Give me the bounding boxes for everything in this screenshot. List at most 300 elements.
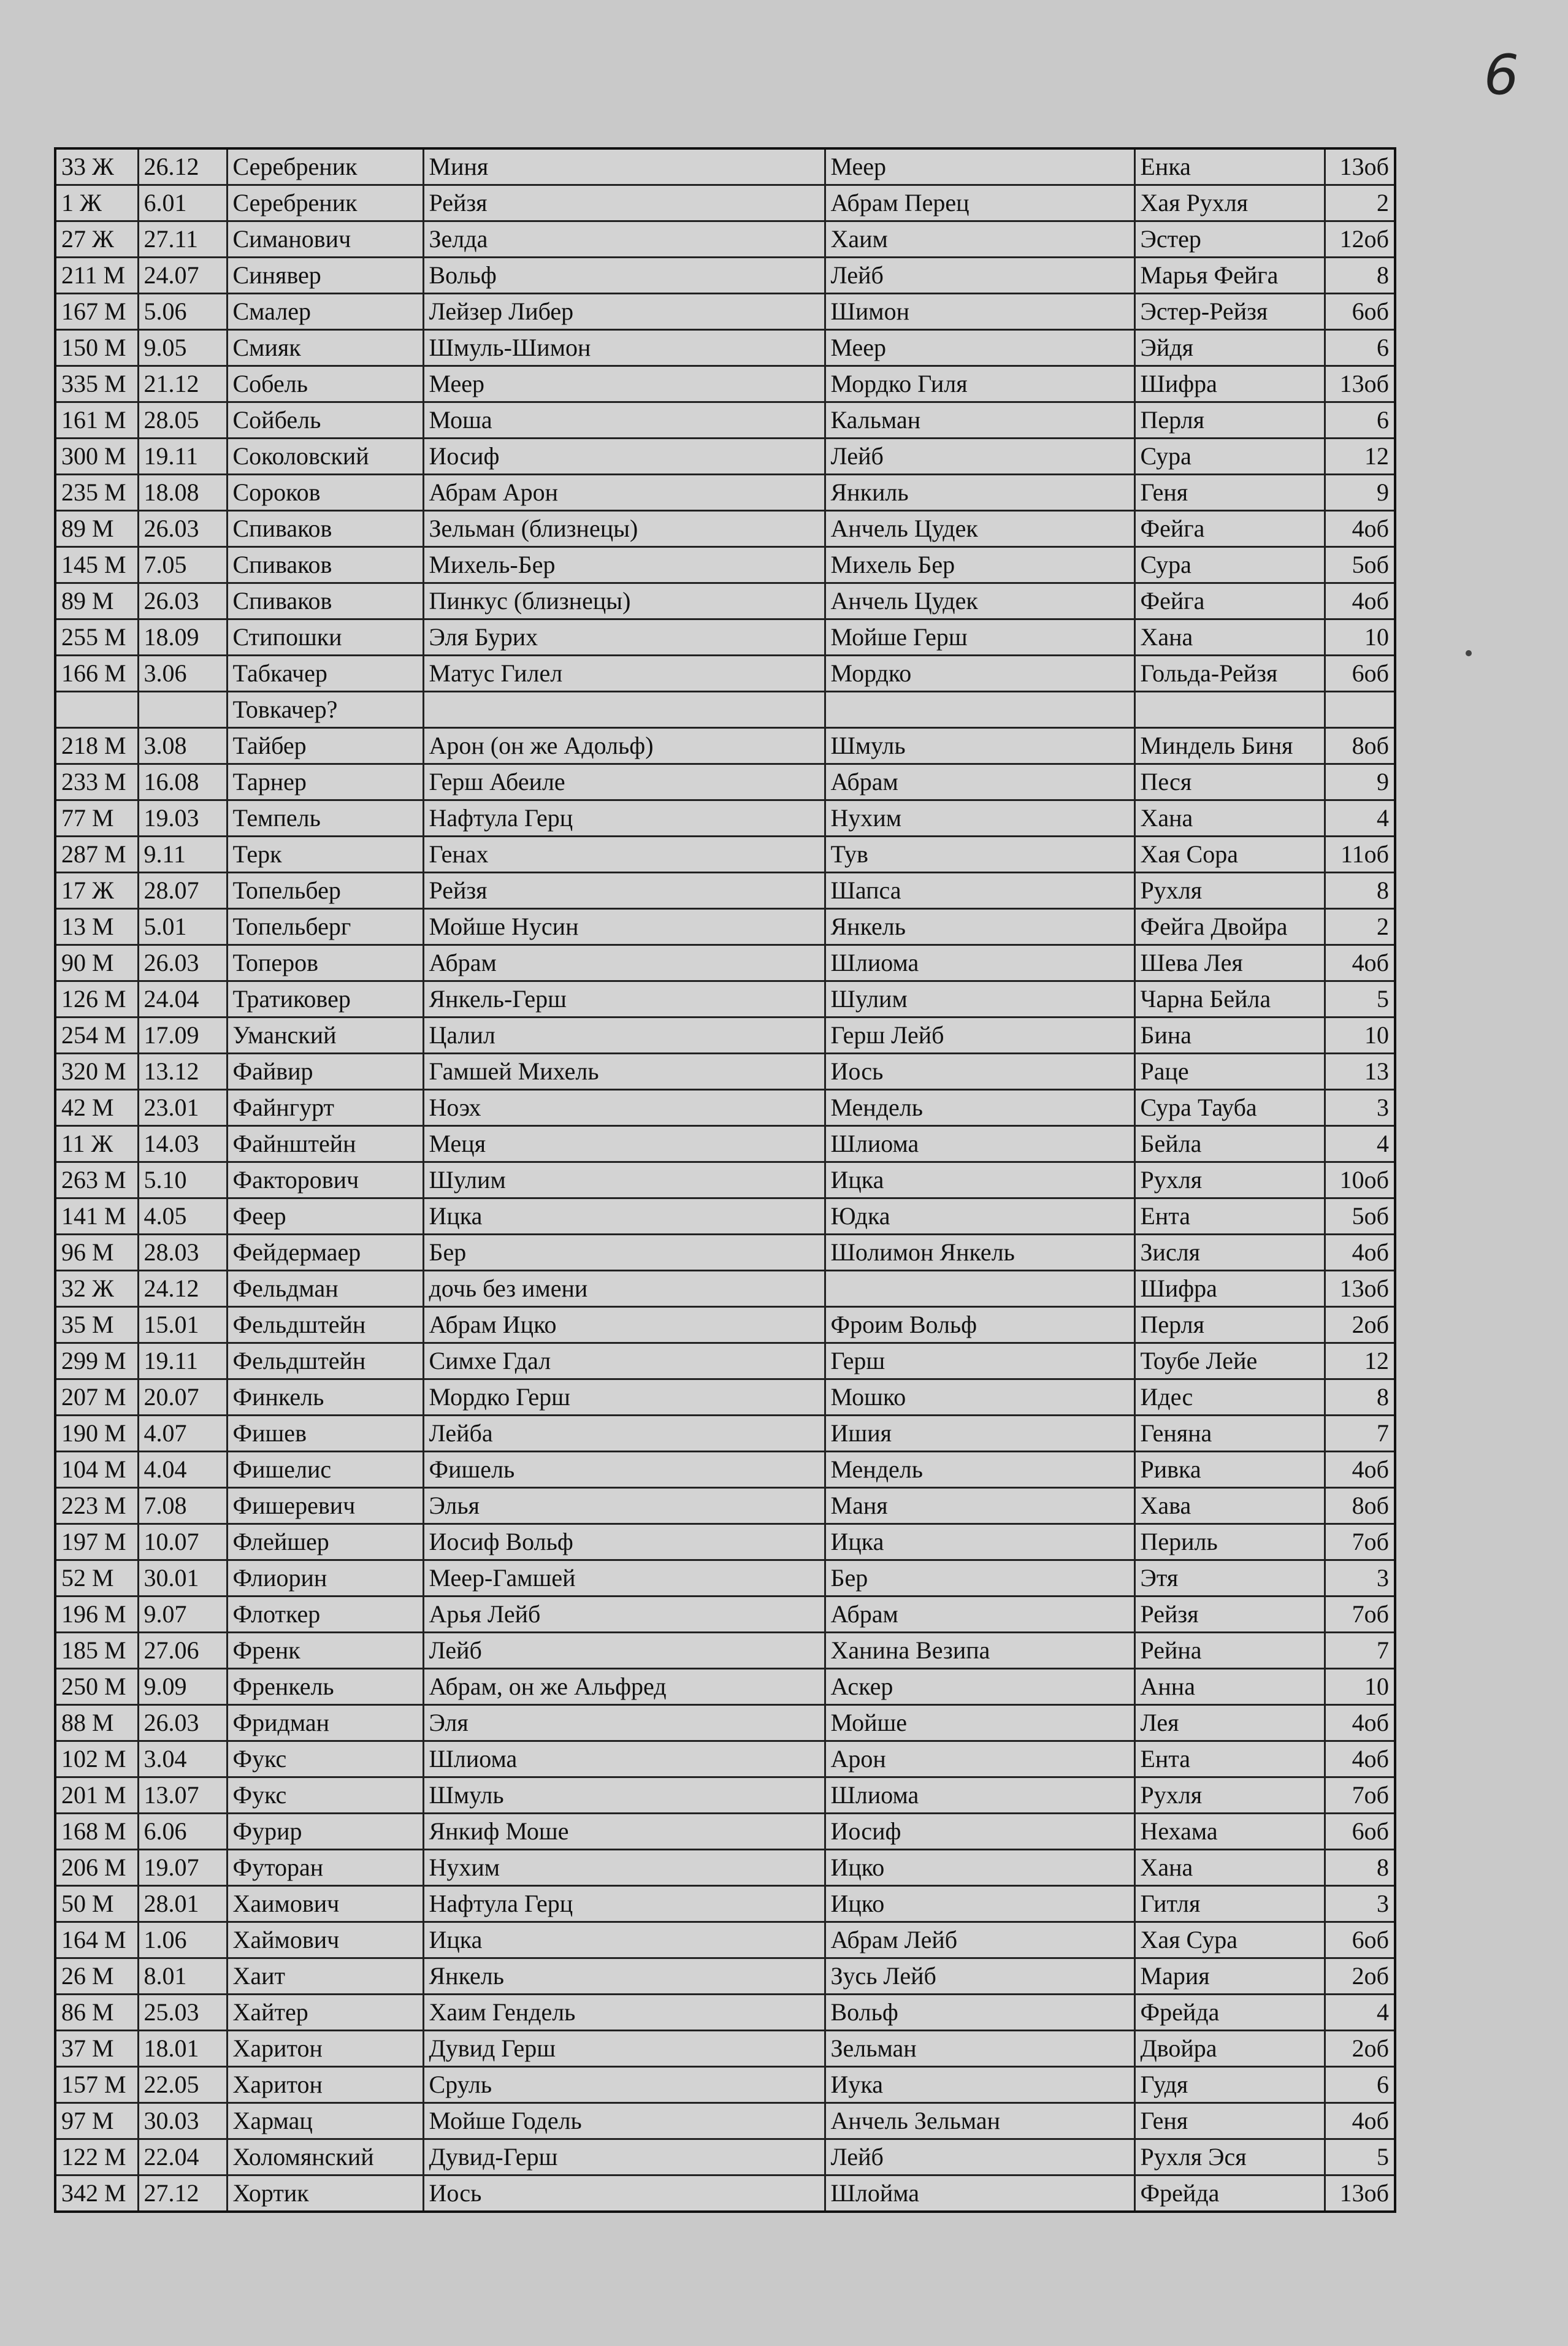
page-ref: 4об [1325,2103,1395,2139]
given-name: Ицка [423,1922,825,1958]
given-name: Эля Бурих [423,619,825,656]
surname: Футоран [227,1850,423,1886]
birth-date: 27.12 [138,2175,227,2212]
birth-date: 5.01 [138,909,227,945]
page-ref: 6об [1325,656,1395,692]
birth-date: 17.09 [138,1018,227,1054]
birth-date: 21.12 [138,366,227,402]
birth-date: 15.01 [138,1307,227,1343]
record-number-sex: 335 М [55,366,138,402]
mother-name: Геняна [1134,1416,1325,1452]
record-number-sex: 42 М [55,1090,138,1126]
table-row [55,2031,1395,2067]
given-name: Рейзя [423,185,825,221]
father-name: Шолимон Янкель [825,1235,1134,1271]
mother-name: Фейга [1134,511,1325,547]
given-name: Иосиф [423,439,825,475]
mother-name: Гитля [1134,1886,1325,1922]
surname: Тратиковер [227,981,423,1018]
page-ref: 7 [1325,1633,1395,1669]
father-name: Мордко Гиля [825,366,1134,402]
mother-name: Тоубе Лейе [1134,1343,1325,1379]
surname: Фельдштейн [227,1343,423,1379]
birth-date: 1.06 [138,1922,227,1958]
mother-name: Гудя [1134,2067,1325,2103]
birth-date: 5.10 [138,1162,227,1198]
father-name: Нухим [825,800,1134,837]
surname: Файвир [227,1054,423,1090]
given-name: Элья [423,1488,825,1524]
father-name: Мордко [825,656,1134,692]
given-name: Герш Абеиле [423,764,825,800]
surname: Уманский [227,1018,423,1054]
record-number-sex: 201 М [55,1777,138,1814]
mother-name: Бейла [1134,1126,1325,1162]
father-name: Меер [825,148,1134,185]
mother-name: Миндель Биня [1134,728,1325,764]
mother-name: Геня [1134,475,1325,511]
birth-date: 24.04 [138,981,227,1018]
mother-name: Хана [1134,1850,1325,1886]
birth-date: 27.06 [138,1633,227,1669]
given-name: Зелда [423,221,825,258]
father-name: Иука [825,2067,1134,2103]
birth-register-table [54,147,1396,2213]
father-name: Тув [825,837,1134,873]
page-ref: 2об [1325,2031,1395,2067]
record-number-sex: 185 М [55,1633,138,1669]
record-number-sex: 320 М [55,1054,138,1090]
birth-date: 13.07 [138,1777,227,1814]
surname: Фурир [227,1814,423,1850]
birth-date: 20.07 [138,1379,227,1416]
given-name: Шлиома [423,1741,825,1777]
record-number-sex: 206 М [55,1850,138,1886]
birth-date: 19.07 [138,1850,227,1886]
table-row [55,873,1395,909]
father-name: Лейб [825,258,1134,294]
record-number-sex: 13 М [55,909,138,945]
page-ref: 6об [1325,294,1395,330]
page-ref: 13об [1325,1271,1395,1307]
surname: Соколовский [227,439,423,475]
record-number-sex: 164 М [55,1922,138,1958]
given-name: Моша [423,402,825,439]
mother-name: Мария [1134,1958,1325,1995]
record-number-sex: 150 М [55,330,138,366]
father-name: Шулим [825,981,1134,1018]
page-ref: 8 [1325,258,1395,294]
birth-date: 9.11 [138,837,227,873]
given-name: Дувид-Герш [423,2139,825,2175]
table-row [55,258,1395,294]
table-row [55,547,1395,583]
surname: Топельберг [227,909,423,945]
given-name: Пинкус (близнецы) [423,583,825,619]
given-name: Шулим [423,1162,825,1198]
table-row [55,1271,1395,1307]
mother-name: Эстер-Рейзя [1134,294,1325,330]
birth-date: 4.04 [138,1452,227,1488]
birth-date: 18.08 [138,475,227,511]
page-ref: 4об [1325,945,1395,981]
surname: Хортик [227,2175,423,2212]
table-row [55,2067,1395,2103]
page-ref: 4об [1325,1235,1395,1271]
record-number-sex: 96 М [55,1235,138,1271]
given-name: Янкиф Моше [423,1814,825,1850]
birth-date: 24.12 [138,1271,227,1307]
record-number-sex: 207 М [55,1379,138,1416]
record-number-sex: 97 М [55,2103,138,2139]
mother-name: Рухля [1134,1162,1325,1198]
given-name: Янкель [423,1958,825,1995]
table-row [55,2175,1395,2212]
surname: Товкачер? [227,692,423,728]
birth-date: 18.09 [138,619,227,656]
record-number-sex: 32 Ж [55,1271,138,1307]
record-number-sex: 342 М [55,2175,138,2212]
birth-date: 28.05 [138,402,227,439]
page-ref: 7об [1325,1777,1395,1814]
page-ref: 10об [1325,1162,1395,1198]
given-name: Хаим Гендель [423,1995,825,2031]
page-ref: 4 [1325,1126,1395,1162]
table-row [55,1597,1395,1633]
surname: Холомянский [227,2139,423,2175]
page-ref: 13об [1325,148,1395,185]
given-name: Мойше Годель [423,2103,825,2139]
page-ref: 6 [1325,2067,1395,2103]
given-name: Арья Лейб [423,1597,825,1633]
father-name: Мойше Герш [825,619,1134,656]
father-name: Шмуль [825,728,1134,764]
record-number-sex: 196 М [55,1597,138,1633]
table-row [55,294,1395,330]
page-ref: 2об [1325,1307,1395,1343]
record-number-sex: 122 М [55,2139,138,2175]
father-name: Аскер [825,1669,1134,1705]
mother-name: Хая Сура [1134,1922,1325,1958]
father-name: Зельман [825,2031,1134,2067]
birth-date: 7.08 [138,1488,227,1524]
mother-name: Сура [1134,547,1325,583]
surname: Фишеревич [227,1488,423,1524]
mother-name: Шева Лея [1134,945,1325,981]
surname: Харитон [227,2031,423,2067]
mother-name: Чарна Бейла [1134,981,1325,1018]
record-number-sex: 287 М [55,837,138,873]
page-ref: 4об [1325,1741,1395,1777]
father-name: Мендель [825,1452,1134,1488]
surname: Синявер [227,258,423,294]
given-name: Мойше Нусин [423,909,825,945]
table-row [55,800,1395,837]
given-name: Эля [423,1705,825,1741]
given-name: Шмуль [423,1777,825,1814]
given-name: Абрам, он же Альфред [423,1669,825,1705]
birth-date: 9.09 [138,1669,227,1705]
surname: Спиваков [227,511,423,547]
record-number-sex: 211 М [55,258,138,294]
table-row [55,330,1395,366]
mother-name: Ривка [1134,1452,1325,1488]
page-ref: 4 [1325,800,1395,837]
table-row [55,1018,1395,1054]
given-name: Михель-Бер [423,547,825,583]
father-name: Янкель [825,909,1134,945]
table-row [55,402,1395,439]
father-name: Абрам [825,764,1134,800]
surname: Файнштейн [227,1126,423,1162]
given-name: Матус Гилел [423,656,825,692]
table-row [55,619,1395,656]
birth-date [138,692,227,728]
given-name: Вольф [423,258,825,294]
birth-date: 6.01 [138,185,227,221]
given-name: Абрам [423,945,825,981]
birth-date: 28.03 [138,1235,227,1271]
record-number-sex: 89 М [55,511,138,547]
table-row [55,1235,1395,1271]
birth-date: 8.01 [138,1958,227,1995]
birth-date: 23.01 [138,1090,227,1126]
mother-name: Хава [1134,1488,1325,1524]
page-ref: 8об [1325,728,1395,764]
father-name: Меер [825,330,1134,366]
table-row [55,1922,1395,1958]
record-number-sex: 33 Ж [55,148,138,185]
birth-date: 19.11 [138,439,227,475]
page-number: 6 [1483,43,1519,107]
page-ref: 6об [1325,1922,1395,1958]
surname: Фукс [227,1741,423,1777]
birth-date: 18.01 [138,2031,227,2067]
mother-name: Бина [1134,1018,1325,1054]
record-number-sex: 161 М [55,402,138,439]
record-number-sex: 299 М [55,1343,138,1379]
father-name: Ицко [825,1886,1134,1922]
father-name: Герш [825,1343,1134,1379]
surname: Френкель [227,1669,423,1705]
page-ref: 6 [1325,402,1395,439]
table-row [55,1090,1395,1126]
given-name: Мордко Герш [423,1379,825,1416]
page-ref: 4об [1325,1705,1395,1741]
page-ref: 9 [1325,764,1395,800]
surname: Фейдермаер [227,1235,423,1271]
record-number-sex: 157 М [55,2067,138,2103]
record-number-sex: 17 Ж [55,873,138,909]
given-name: Дувид Герш [423,2031,825,2067]
mother-name: Перля [1134,402,1325,439]
surname: Тарнер [227,764,423,800]
surname: Спиваков [227,547,423,583]
father-name: Ицко [825,1850,1134,1886]
surname: Хаит [227,1958,423,1995]
given-name: Шмуль-Шимон [423,330,825,366]
mother-name: Этя [1134,1560,1325,1597]
father-name: Маня [825,1488,1134,1524]
given-name: Абрам Ицко [423,1307,825,1343]
page-ref: 8 [1325,873,1395,909]
table-row [55,1560,1395,1597]
mother-name: Енка [1134,148,1325,185]
record-number-sex: 104 М [55,1452,138,1488]
table-row [55,1488,1395,1524]
mother-name: Двойра [1134,2031,1325,2067]
page-ref: 8об [1325,1488,1395,1524]
father-name: Ишия [825,1416,1134,1452]
father-name: Янкиль [825,475,1134,511]
surname: Серебреник [227,185,423,221]
page-ref: 7об [1325,1524,1395,1560]
birth-date: 4.07 [138,1416,227,1452]
table-row [55,1705,1395,1741]
birth-date: 22.05 [138,2067,227,2103]
page-ref: 5 [1325,2139,1395,2175]
father-name: Вольф [825,1995,1134,2031]
table-row [55,981,1395,1018]
page-ref: 10 [1325,619,1395,656]
surname: Файнгурт [227,1090,423,1126]
record-number-sex: 233 М [55,764,138,800]
father-name: Абрам Перец [825,185,1134,221]
page-ref: 4 [1325,1995,1395,2031]
page-ref: 12 [1325,439,1395,475]
given-name: Нафтула Герц [423,800,825,837]
father-name: Хаим [825,221,1134,258]
record-number-sex: 190 М [55,1416,138,1452]
mother-name: Хана [1134,800,1325,837]
record-number-sex [55,692,138,728]
surname: Флоткер [227,1597,423,1633]
birth-date: 13.12 [138,1054,227,1090]
given-name: Цалил [423,1018,825,1054]
father-name [825,1271,1134,1307]
table-row [55,1777,1395,1814]
birth-date: 9.07 [138,1597,227,1633]
page-ref: 11об [1325,837,1395,873]
father-name [825,692,1134,728]
birth-date: 16.08 [138,764,227,800]
birth-date: 25.03 [138,1995,227,2031]
mother-name: Шифра [1134,366,1325,402]
birth-date: 5.06 [138,294,227,330]
mother-name: Марья Фейга [1134,258,1325,294]
given-name: Генах [423,837,825,873]
record-number-sex: 88 М [55,1705,138,1741]
mother-name: Перля [1134,1307,1325,1343]
surname: Табкачер [227,656,423,692]
table-row [55,1886,1395,1922]
birth-date: 4.05 [138,1198,227,1235]
father-name: Ицка [825,1162,1134,1198]
table-row [55,1126,1395,1162]
birth-date: 26.03 [138,583,227,619]
page-ref [1325,692,1395,728]
page-ref: 4об [1325,511,1395,547]
page-ref: 13 [1325,1054,1395,1090]
mother-name: Рейзя [1134,1597,1325,1633]
record-number-sex: 167 М [55,294,138,330]
record-number-sex: 168 М [55,1814,138,1850]
record-number-sex: 52 М [55,1560,138,1597]
table-row [55,1162,1395,1198]
record-number-sex: 300 М [55,439,138,475]
father-name: Шлиома [825,1777,1134,1814]
record-number-sex: 102 М [55,1741,138,1777]
mother-name [1134,692,1325,728]
page-ref: 13об [1325,366,1395,402]
birth-date: 7.05 [138,547,227,583]
given-name: Лейзер Либер [423,294,825,330]
record-number-sex: 1 Ж [55,185,138,221]
table-row [55,728,1395,764]
mother-name: Песя [1134,764,1325,800]
father-name: Зусь Лейб [825,1958,1134,1995]
surname: Френк [227,1633,423,1669]
record-number-sex: 90 М [55,945,138,981]
surname: Флейшер [227,1524,423,1560]
surname: Терк [227,837,423,873]
table-row [55,148,1395,185]
mother-name: Шифра [1134,1271,1325,1307]
surname: Флиорин [227,1560,423,1597]
birth-date: 26.03 [138,1705,227,1741]
mother-name: Ента [1134,1741,1325,1777]
mother-name: Хая Рухля [1134,185,1325,221]
given-name: Лейб [423,1633,825,1669]
surname: Фукс [227,1777,423,1814]
father-name: Мойше [825,1705,1134,1741]
table-row [55,1850,1395,1886]
given-name [423,692,825,728]
mother-name: Рухля Эся [1134,2139,1325,2175]
father-name: Михель Бер [825,547,1134,583]
surname: Тайбер [227,728,423,764]
given-name: Миня [423,148,825,185]
father-name: Анчель Цудек [825,583,1134,619]
surname: Хайтер [227,1995,423,2031]
record-number-sex: 263 М [55,1162,138,1198]
table-row [55,583,1395,619]
mother-name: Гольда-Рейзя [1134,656,1325,692]
mother-name: Сура [1134,439,1325,475]
birth-date: 19.11 [138,1343,227,1379]
father-name: Шапса [825,873,1134,909]
mother-name: Сура Тауба [1134,1090,1325,1126]
birth-date: 19.03 [138,800,227,837]
father-name: Шлойма [825,2175,1134,2212]
table-row [55,1995,1395,2031]
table-row [55,1343,1395,1379]
mother-name: Рухля [1134,873,1325,909]
birth-date: 6.06 [138,1814,227,1850]
page-ref: 10 [1325,1018,1395,1054]
birth-date: 26.03 [138,945,227,981]
surname: Симанович [227,221,423,258]
page-ref: 3 [1325,1886,1395,1922]
mother-name: Анна [1134,1669,1325,1705]
record-number-sex: 141 М [55,1198,138,1235]
given-name: Зельман (близнецы) [423,511,825,547]
page-ref: 5об [1325,1198,1395,1235]
birth-date: 22.04 [138,2139,227,2175]
page-ref: 2 [1325,185,1395,221]
page-ref: 3 [1325,1560,1395,1597]
father-name: Иось [825,1054,1134,1090]
